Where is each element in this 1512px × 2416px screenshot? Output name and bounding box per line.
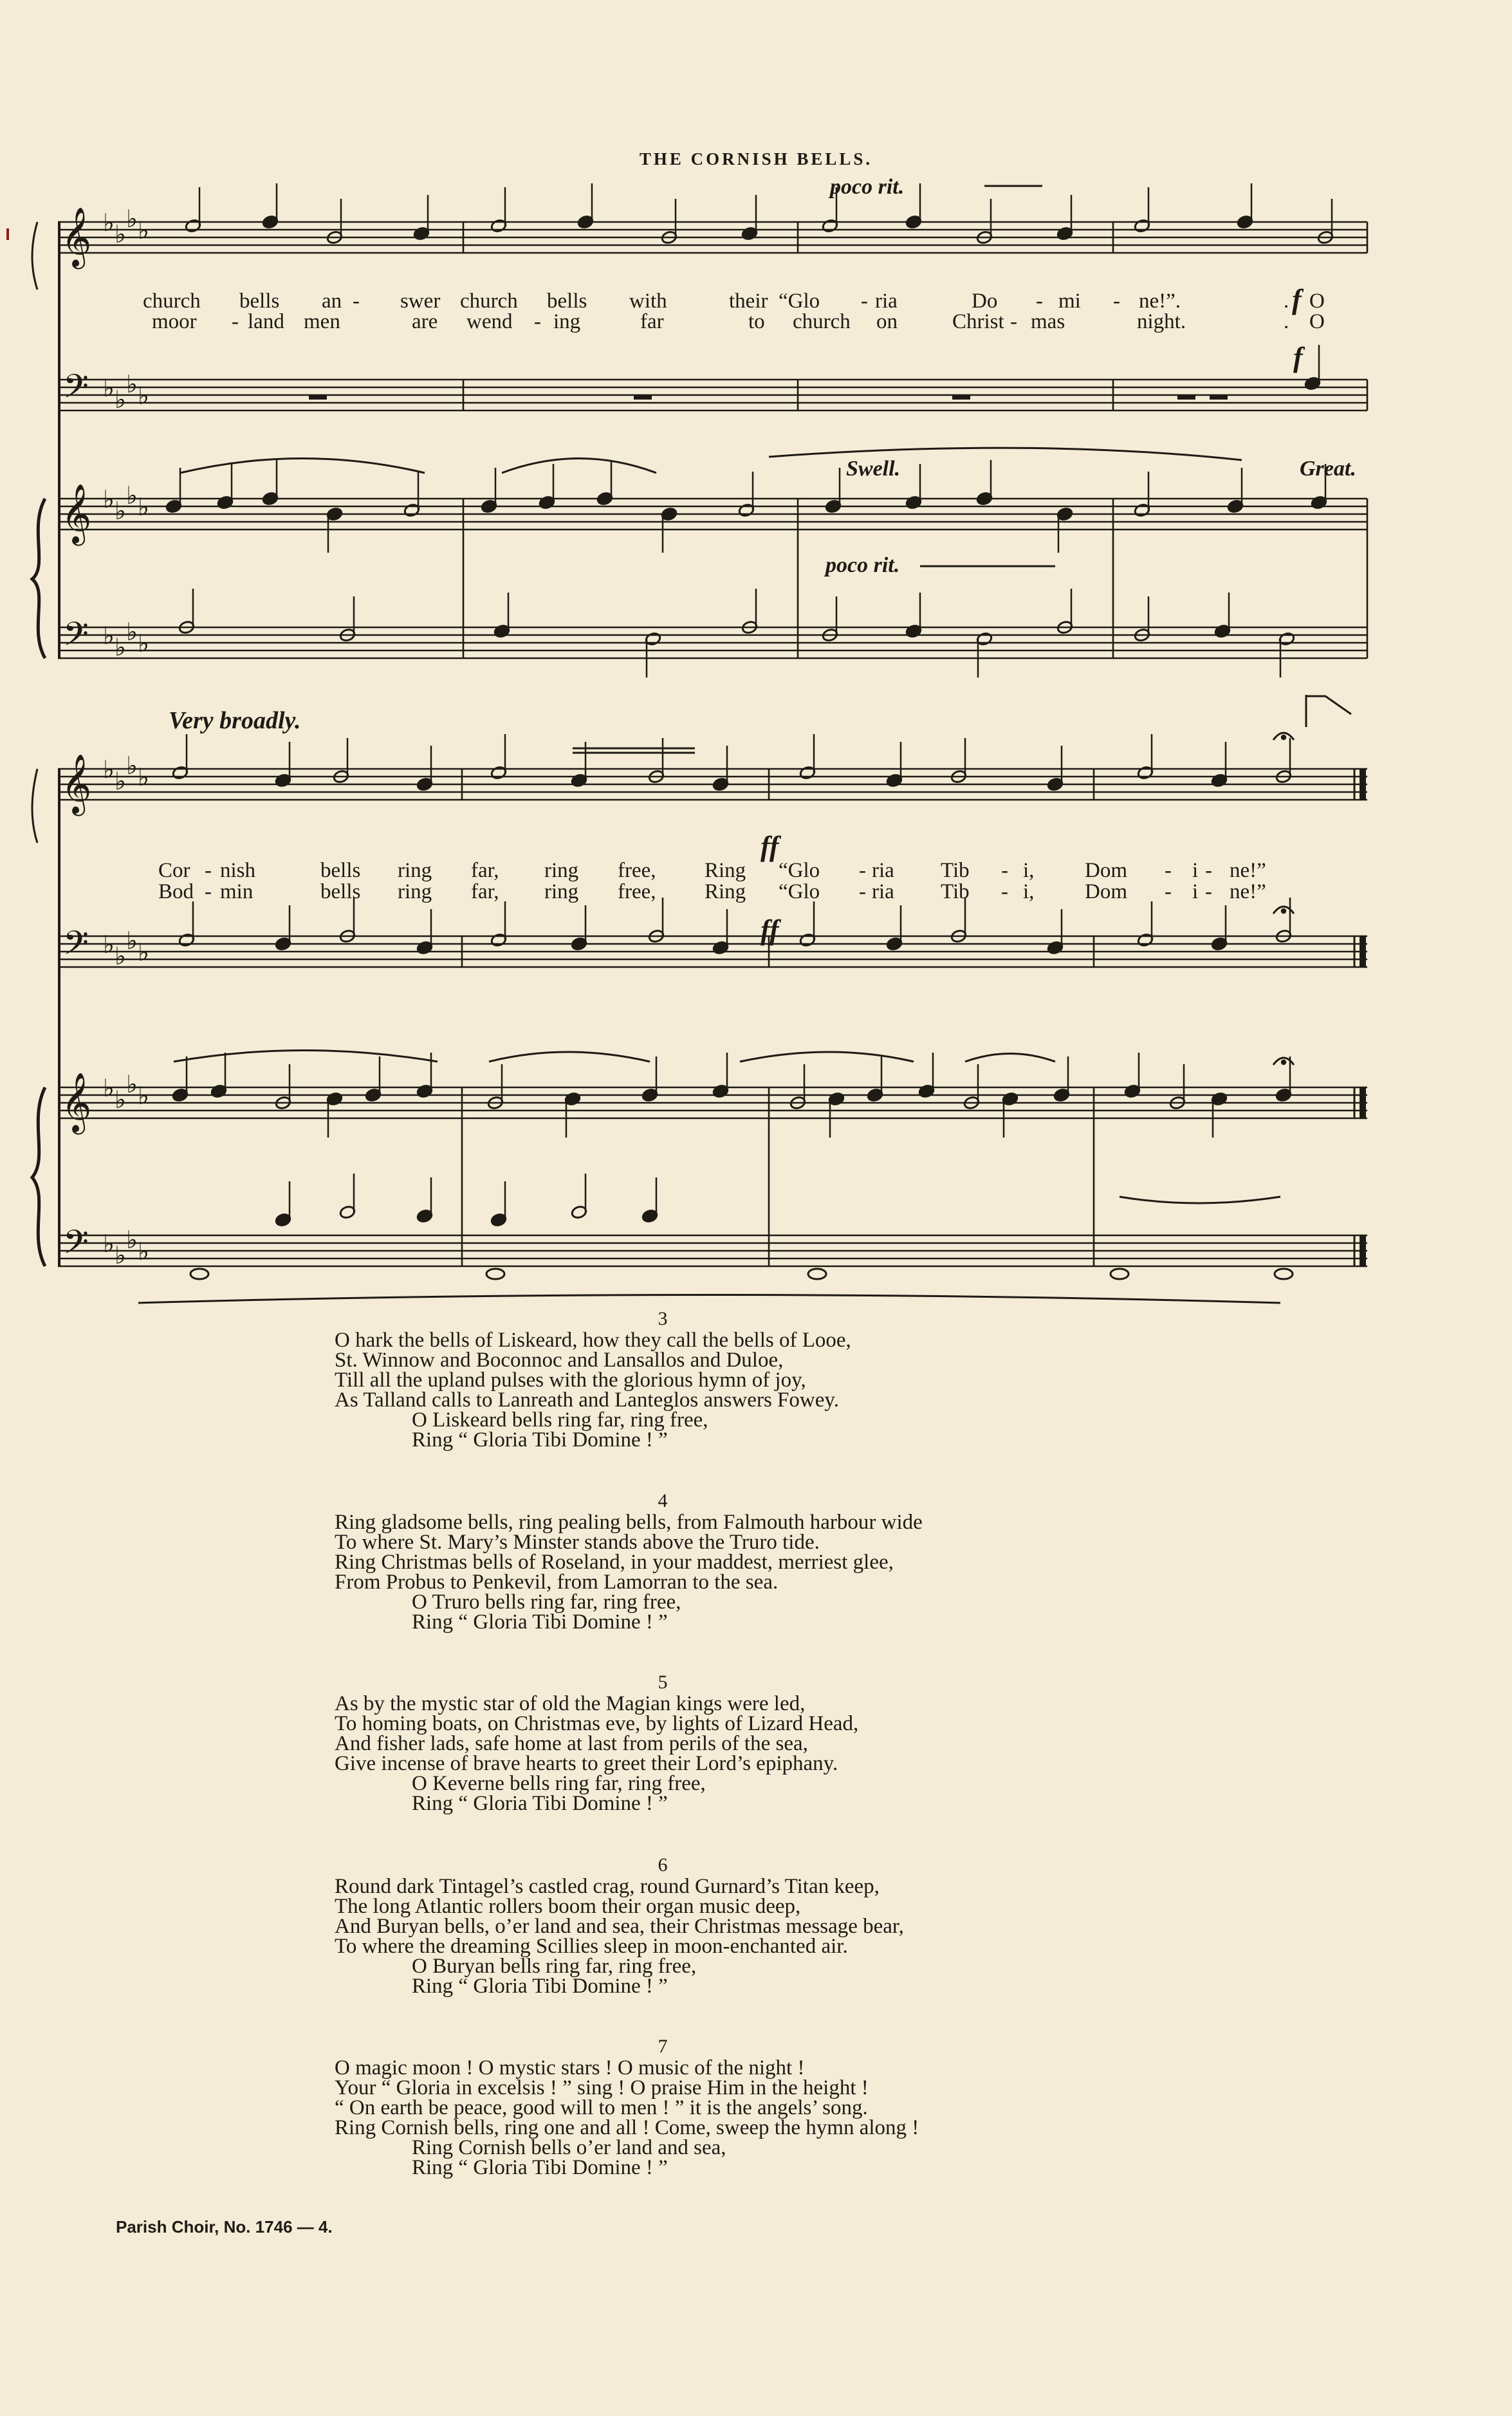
lyric-syllable: night.	[1137, 310, 1186, 333]
lyric-syllable: far,	[471, 880, 499, 903]
lyric-syllable: bells	[547, 290, 587, 313]
lyric-syllable: -	[1001, 880, 1008, 903]
footer-publication: Parish Choir, No. 1746 — 4.	[116, 2217, 333, 2236]
lyric-syllable: ing	[553, 310, 581, 333]
slur	[965, 1054, 1055, 1062]
stanza-line: Ring Christmas bells of Roseland, in your maddest, merriest glee,	[335, 1551, 894, 1574]
key-flat: ♭	[138, 493, 149, 521]
lyric-syllable: bells	[239, 290, 280, 313]
lyric-syllable: ria	[872, 859, 894, 882]
bass-clef: 𝄢	[63, 923, 89, 970]
stanza-number: 5	[658, 1672, 668, 1693]
whole-note	[1111, 1269, 1129, 1279]
stanza-refrain-line: Ring “ Gloria Tibi Domine ! ”	[412, 1428, 668, 1452]
key-flat: ♭	[126, 481, 138, 510]
lyric-syllable: Tib	[941, 880, 970, 903]
lyric-syllable: .	[1284, 310, 1289, 333]
stanza-refrain-line: O Truro bells ring far, ring free,	[412, 1591, 681, 1614]
lyric-syllable: Ring	[705, 859, 746, 882]
lyric-syllable: bells	[320, 859, 361, 882]
stanza-refrain-line: Ring “ Gloria Tibi Domine ! ”	[412, 1792, 668, 1815]
system2-brace	[32, 1087, 45, 1266]
system1-brace	[32, 499, 45, 658]
marking-very-broadly: Very broadly.	[169, 707, 301, 734]
stanza-line: O magic moon ! O mystic stars ! O music of the night !	[335, 2056, 805, 2079]
lyric-syllable: swer	[400, 290, 441, 313]
key-flat: ♭	[103, 485, 115, 513]
key-flat: ♭	[126, 927, 138, 955]
lyric-syllable: i,	[1023, 859, 1035, 882]
final-barline-thick	[1360, 936, 1366, 967]
stanza-line: O hark the bells of Liskeard, how they call the bells of Looe,	[335, 1329, 851, 1352]
lyric-syllable: .	[1284, 290, 1289, 313]
stanza-refrain-line: Ring “ Gloria Tibi Domine ! ”	[412, 2156, 668, 2179]
treble-clef: 𝄞	[61, 483, 92, 543]
stanza-line: “ On earth be peace, good will to men ! ” it is the angels’ song.	[335, 2096, 868, 2119]
stanza-line: To homing boats, on Christmas eve, by lights of Lizard Head,	[335, 1712, 859, 1735]
lyric-syllable: men	[304, 310, 340, 333]
stanza-refrain-line: Ring “ Gloria Tibi Domine ! ”	[412, 1610, 668, 1634]
lyric-syllable: church	[793, 310, 851, 333]
lyric-syllable: “Glo	[779, 859, 820, 882]
lyric-syllable: their	[729, 290, 768, 313]
slur	[174, 1051, 438, 1062]
bass-clef: 𝄢	[63, 367, 89, 414]
key-flat: ♭	[103, 374, 115, 402]
lyric-syllable: ne!”.	[1139, 290, 1181, 313]
stanza-line: To where the dreaming Scillies sleep in moon-enchanted air.	[335, 1935, 848, 1958]
lyric-syllable: an	[322, 290, 342, 313]
stanza-line: Ring Cornish bells, ring one and all ! Come, sweep the hymn along !	[335, 2116, 919, 2139]
key-flat: ♭	[115, 220, 126, 248]
stanza-line: As by the mystic star of old the Magian kings were led,	[335, 1692, 806, 1715]
tie-long	[138, 1295, 1280, 1304]
key-flat: ♭	[138, 763, 149, 791]
lyric-syllable: far	[640, 310, 664, 333]
key-flat: ♭	[126, 205, 138, 233]
key-flat: ♭	[138, 382, 149, 410]
rest	[309, 395, 327, 400]
key-flat: ♭	[115, 767, 126, 795]
slur	[489, 1052, 650, 1062]
key-flat: ♭	[115, 385, 126, 414]
lyric-syllable: ria	[872, 880, 894, 903]
stanza-line: To where St. Mary’s Minster stands above the Truro tide.	[335, 1531, 820, 1554]
lyric-syllable: ne!”	[1230, 880, 1266, 903]
lyric-syllable: -	[859, 880, 866, 903]
key-flat: ♭	[126, 752, 138, 780]
lyric-syllable: far,	[471, 859, 499, 882]
lyric-syllable: church	[460, 290, 518, 313]
stanza-line: From Probus to Penkevil, from Lamorran to the sea.	[335, 1571, 779, 1594]
lyric-syllable: ring	[398, 859, 432, 882]
stanza-line: And fisher lads, safe home at last from perils of the sea,	[335, 1732, 808, 1755]
key-flat: ♭	[138, 1237, 149, 1266]
lyric-syllable: -	[1165, 880, 1172, 903]
lyric-syllable: Dom	[1085, 880, 1127, 903]
lyric-syllable: -	[1205, 880, 1212, 903]
dynamic-ff-voice: ff	[761, 831, 779, 862]
lyric-syllable: ria	[875, 290, 898, 313]
dynamic-ff-bass: ff	[761, 914, 779, 946]
lyric-syllable: “Glo	[779, 290, 820, 313]
key-flat: ♭	[103, 1074, 115, 1102]
lyric-syllable: moor	[152, 310, 197, 333]
slur	[769, 448, 1242, 460]
lyric-syllable: ring	[544, 859, 579, 882]
lyric-syllable: ne!”	[1230, 859, 1266, 882]
lyric-syllable: Ring	[705, 880, 746, 903]
lyric-syllable: -	[534, 310, 541, 333]
lyric-syllable: with	[629, 290, 667, 313]
whole-note	[486, 1269, 504, 1279]
dynamic-f-bass: f	[1293, 342, 1303, 373]
lyric-syllable: i	[1192, 880, 1199, 903]
key-flat: ♭	[103, 930, 115, 959]
lyric-syllable: Do	[972, 290, 998, 313]
lyric-syllable: -	[205, 880, 212, 903]
lyric-syllable: free,	[618, 859, 656, 882]
lyric-syllable: on	[876, 310, 898, 333]
rest	[1210, 395, 1228, 400]
fermata-dot	[1282, 1060, 1286, 1064]
lyric-syllable: -	[861, 290, 868, 313]
stanza-line: Ring gladsome bells, ring pealing bells, from Falmouth harbour wide	[335, 1511, 923, 1534]
whole-note	[1275, 1269, 1293, 1279]
key-flat: ♭	[103, 1230, 115, 1258]
lyric-syllable: wend	[466, 310, 513, 333]
key-flat: ♭	[138, 629, 149, 658]
marking-poco-rit-organ: poco rit.	[825, 553, 900, 577]
lyric-syllable: church	[143, 290, 201, 313]
whole-note	[808, 1269, 826, 1279]
lyric-syllable: “Glo	[779, 880, 820, 903]
lyric-syllable: -	[1010, 310, 1017, 333]
slur	[1120, 1197, 1280, 1203]
key-flat: ♭	[103, 755, 115, 784]
treble-clef: 𝄞	[61, 1072, 92, 1132]
lyric-syllable: -	[1113, 290, 1120, 313]
key-flat: ♭	[138, 938, 149, 966]
lyric-syllable: bells	[320, 880, 361, 903]
key-flat: ♭	[126, 618, 138, 646]
lyric-syllable: -	[353, 290, 360, 313]
slur	[740, 1052, 914, 1062]
lyric-syllable: nish	[220, 859, 256, 882]
rest	[952, 395, 970, 400]
stanza-number: 4	[658, 1490, 668, 1511]
lyric-syllable: -	[232, 310, 239, 333]
lyric-syllable: Cor	[158, 859, 190, 882]
lyric-syllable: O	[1309, 290, 1325, 313]
bass-clef: 𝄢	[63, 614, 89, 661]
marking-poco-rit-top: poco rit.	[830, 175, 905, 199]
stanza-line: Round dark Tintagel’s castled crag, round Gurnard’s Titan keep,	[335, 1875, 880, 1898]
stanza-line: The long Atlantic rollers boom their organ music deep,	[335, 1895, 801, 1918]
lyric-syllable: -	[1205, 859, 1212, 882]
rest	[1177, 395, 1195, 400]
bass-clef: 𝄢	[63, 1222, 89, 1269]
fermata-dot	[1282, 909, 1286, 913]
system1-voice-bracket	[32, 222, 37, 290]
final-barline-thick	[1360, 1235, 1366, 1266]
rest	[634, 395, 652, 400]
lyric-syllable: -	[1036, 290, 1043, 313]
marking-great: Great.	[1300, 457, 1356, 481]
page-header-title: THE CORNISH BELLS.	[639, 149, 873, 169]
key-flat: ♭	[115, 497, 126, 525]
fermata-dot	[1282, 735, 1286, 739]
lyric-syllable: ring	[544, 880, 579, 903]
stanza-line: Till all the upland pulses with the glorious hymn of joy,	[335, 1369, 806, 1392]
stanza-line: St. Winnow and Boconnoc and Lansallos and Duloe,	[335, 1349, 784, 1372]
stanza-refrain-line: Ring Cornish bells o’er land and sea,	[412, 2136, 726, 2159]
lyric-syllable: -	[1165, 859, 1172, 882]
stanza-line: Your “ Gloria in excelsis ! ” sing ! O praise Him in the height !	[335, 2076, 869, 2099]
key-flat: ♭	[115, 1085, 126, 1114]
lyric-syllable: -	[859, 859, 866, 882]
lyric-syllable: -	[205, 859, 212, 882]
lyric-syllable: Christ	[952, 310, 1004, 333]
stanza-refrain-line: O Liskeard bells ring far, ring free,	[412, 1408, 708, 1432]
stanza-line: And Buryan bells, o’er land and sea, their Christmas message bear,	[335, 1915, 904, 1938]
lyric-syllable: are	[412, 310, 438, 333]
system2-voice-bracket	[32, 769, 37, 843]
stanza-refrain-line: O Keverne bells ring far, ring free,	[412, 1772, 706, 1795]
organ-cue-mark	[1306, 695, 1351, 727]
lyric-syllable: i	[1192, 859, 1199, 882]
lyric-syllable: to	[748, 310, 765, 333]
key-flat: ♭	[138, 1082, 149, 1110]
lyric-syllable: mi	[1058, 290, 1081, 313]
slur	[180, 459, 425, 474]
stanza-number: 6	[658, 1854, 668, 1876]
key-flat: ♭	[115, 942, 126, 970]
stanza-number: 7	[658, 2036, 668, 2057]
final-barline-thick	[1360, 1087, 1366, 1118]
key-flat: ♭	[126, 370, 138, 398]
whole-note	[190, 1269, 208, 1279]
lyric-syllable: ring	[398, 880, 432, 903]
lyric-syllable: Bod	[158, 880, 194, 903]
key-flat: ♭	[103, 622, 115, 650]
key-flat: ♭	[126, 1226, 138, 1254]
lyric-syllable: Tib	[941, 859, 970, 882]
lyric-syllable: O	[1309, 310, 1325, 333]
stanza-line: Give incense of brave hearts to greet their Lord’s epiphany.	[335, 1752, 838, 1775]
lyric-syllable: mas	[1031, 310, 1065, 333]
key-flat: ♭	[103, 208, 115, 237]
key-flat: ♭	[126, 1070, 138, 1098]
dynamic-f-voice: f	[1292, 284, 1302, 315]
stanza-line: As Talland calls to Lanreath and Lanteglos answers Fowey.	[335, 1388, 839, 1412]
key-flat: ♭	[115, 1241, 126, 1269]
lyric-syllable: i,	[1023, 880, 1035, 903]
stanza-refrain-line: Ring “ Gloria Tibi Domine ! ”	[412, 1975, 668, 1998]
treble-clef: 𝄞	[61, 753, 92, 813]
slur	[502, 459, 656, 474]
key-flat: ♭	[138, 216, 149, 244]
lyric-syllable: min	[220, 880, 254, 903]
stanza-number: 3	[658, 1308, 668, 1329]
key-flat: ♭	[115, 633, 126, 661]
lyric-syllable: -	[1001, 859, 1008, 882]
marking-swell: Swell.	[846, 457, 901, 481]
stanza-refrain-line: O Buryan bells ring far, ring free,	[412, 1955, 697, 1978]
lyric-syllable: land	[248, 310, 284, 333]
treble-clef: 𝄞	[61, 207, 92, 266]
lyric-syllable: Dom	[1085, 859, 1127, 882]
lyric-syllable: free,	[618, 880, 656, 903]
final-barline-thick	[1360, 769, 1366, 800]
